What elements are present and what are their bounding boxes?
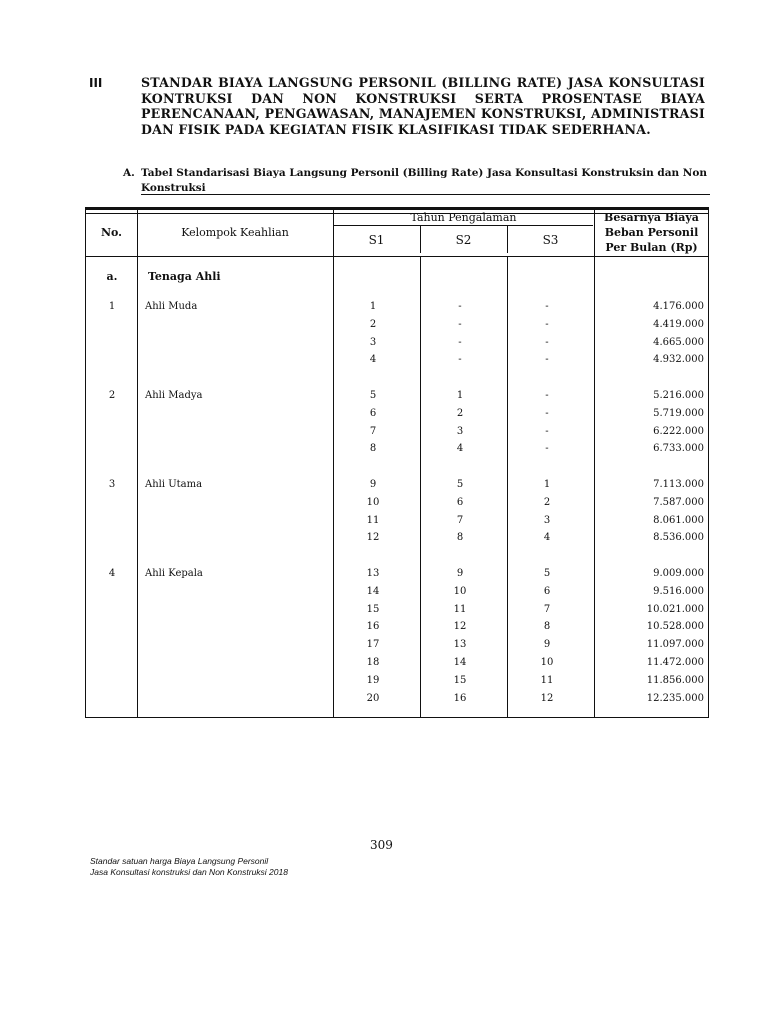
footer: [90, 856, 288, 878]
cell-cost: 11.856.000: [646, 674, 704, 686]
cell-s1: 4: [369, 354, 377, 366]
header-cost-line1: Besarnya Biaya: [604, 211, 699, 224]
section-number: III: [89, 76, 103, 90]
cell-cost: 11.472.000: [646, 657, 704, 668]
cell-s3: 8: [543, 621, 551, 633]
cell-s1: 18: [366, 657, 380, 668]
cell-s2: 2: [456, 407, 464, 419]
cell-s3: -: [545, 407, 549, 419]
cell-s1: 14: [366, 585, 380, 597]
cell-s3: 10: [540, 657, 554, 668]
cell-s3: 12: [540, 692, 554, 704]
cell-s2: 13: [453, 639, 467, 651]
group-label: Ahli Muda: [145, 301, 198, 312]
cell-cost: 10.528.000: [646, 621, 704, 633]
cell-cost: 9.516.000: [653, 585, 704, 597]
cell-s1: 6: [369, 407, 377, 419]
cell-s3: 3: [543, 514, 551, 526]
cell-s2: 15: [453, 674, 467, 686]
header-no: No.: [100, 226, 123, 239]
cell-s3: -: [545, 318, 549, 330]
category-label: Tenaga Ahli: [148, 270, 221, 283]
cell-cost: 7.587.000: [653, 496, 704, 508]
cell-cost: 4.419.000: [653, 318, 704, 330]
cell-s2: 7: [456, 514, 464, 526]
cell-cost: 7.113.000: [653, 479, 704, 490]
subsection-label: A.: [123, 167, 135, 179]
cell-s1: 15: [366, 603, 380, 615]
footer-line-1: Standar satuan harga Biaya Langsung Personil: [90, 856, 269, 866]
cell-s1: 17: [366, 639, 380, 651]
cell-s2: 12: [453, 621, 467, 633]
col-divider-no: [137, 210, 138, 717]
cell-s3: 2: [543, 496, 551, 508]
cell-s3: -: [545, 425, 549, 437]
header-experience: Tahun Pengalaman: [410, 211, 517, 224]
cell-s1: 9: [369, 479, 377, 490]
cell-s1: 19: [366, 674, 380, 686]
group-no: 3: [108, 479, 116, 490]
billing-rate-table: [85, 207, 709, 718]
col-divider-s1-body: [420, 256, 421, 717]
header-s1: S1: [368, 233, 385, 247]
cell-s2: -: [458, 354, 462, 366]
cell-s3: 11: [540, 674, 554, 686]
category-no: a.: [106, 270, 118, 283]
cell-s2: 14: [453, 657, 467, 668]
cell-cost: 8.061.000: [653, 514, 704, 526]
cell-s2: -: [458, 336, 462, 348]
header-s3: S3: [542, 233, 559, 247]
cell-cost: 5.719.000: [653, 407, 704, 419]
group-no: 1: [108, 301, 116, 312]
page-number: 309: [370, 838, 393, 852]
cell-s3: -: [545, 336, 549, 348]
cell-s2: -: [458, 318, 462, 330]
group-no: 4: [108, 568, 116, 579]
cell-cost: 5.216.000: [653, 390, 704, 401]
cell-s3: 1: [543, 479, 551, 490]
cell-s3: 7: [543, 603, 551, 615]
col-divider-s2-body: [507, 256, 508, 717]
header-s2: S2: [455, 233, 472, 247]
header-group: Kelompok Keahlian: [181, 226, 289, 239]
cell-s2: -: [458, 301, 462, 312]
footer-line-2: Jasa Konsultasi konstruksi dan Non Konstruksi 2018: [90, 867, 288, 877]
cell-cost: 12.235.000: [646, 692, 704, 704]
cell-cost: 6.733.000: [653, 443, 704, 455]
group-label: Ahli Kepala: [145, 568, 203, 579]
cell-s1: 16: [366, 621, 380, 633]
cell-s1: 12: [366, 532, 380, 544]
cell-cost: 4.665.000: [653, 336, 704, 348]
cell-cost: 4.176.000: [653, 301, 704, 312]
cell-s1: 11: [366, 514, 380, 526]
cell-s1: 5: [369, 390, 377, 401]
cell-cost: 8.536.000: [653, 532, 704, 544]
cell-cost: 4.932.000: [653, 354, 704, 366]
subsection-underline: [141, 194, 710, 195]
cell-s3: 4: [543, 532, 551, 544]
cell-s3: 6: [543, 585, 551, 597]
cell-s1: 8: [369, 443, 377, 455]
header-bottom-rule: [86, 256, 708, 257]
cell-s2: 1: [456, 390, 464, 401]
subsection-title: Tabel Standarisasi Biaya Langsung Personil (Billing Rate) Jasa Konsultasi Konstruksin dan Non Konstruksi: [141, 167, 708, 194]
cell-s1: 10: [366, 496, 380, 508]
cell-cost: 6.222.000: [653, 425, 704, 437]
cell-s3: -: [545, 390, 549, 401]
cell-s1: 13: [366, 568, 380, 579]
cell-cost: 9.009.000: [653, 568, 704, 579]
cell-s3: -: [545, 354, 549, 366]
section-title: STANDAR BIAYA LANGSUNG PERSONIL (BILLING RATE) JASA KONSULTASI KONTRUKSI DAN NON KONSTRUKSI SERTA PROSENTASE BIAYA PERENCANAAN, PENGAWASAN, MANAJEMEN KONSTRUKSI, ADMINISTRASI DAN FISIK PADA KEGIATAN FISIK KLASIFIKASI TIDAK SEDERHANA.: [141, 75, 706, 137]
cell-s2: 8: [456, 532, 464, 544]
cell-s3: -: [545, 443, 549, 455]
header-cost-line3: Per Bulan (Rp): [605, 241, 698, 254]
cell-s3: 5: [543, 568, 551, 579]
cell-s3: 9: [543, 639, 551, 651]
cell-s2: 4: [456, 443, 464, 455]
cell-s1: 20: [366, 692, 380, 704]
cell-s2: 3: [456, 425, 464, 437]
cell-s3: -: [545, 301, 549, 312]
cell-cost: 10.021.000: [646, 603, 704, 615]
cell-s2: 11: [453, 603, 467, 615]
experience-header-rule: [333, 225, 593, 226]
group-no: 2: [108, 390, 116, 401]
col-divider-group: [333, 210, 334, 717]
cell-s1: 7: [369, 425, 377, 437]
cell-s2: 10: [453, 585, 467, 597]
cell-s1: 1: [369, 301, 377, 312]
cell-s2: 5: [456, 479, 464, 490]
header-cost-line2: Beban Personil: [604, 226, 699, 239]
cell-s2: 16: [453, 692, 467, 704]
group-label: Ahli Utama: [145, 479, 203, 490]
cell-s2: 6: [456, 496, 464, 508]
cell-s1: 2: [369, 318, 377, 330]
cell-s2: 9: [456, 568, 464, 579]
cell-s1: 3: [369, 336, 377, 348]
cell-cost: 11.097.000: [646, 639, 704, 651]
group-label: Ahli Madya: [145, 390, 203, 401]
